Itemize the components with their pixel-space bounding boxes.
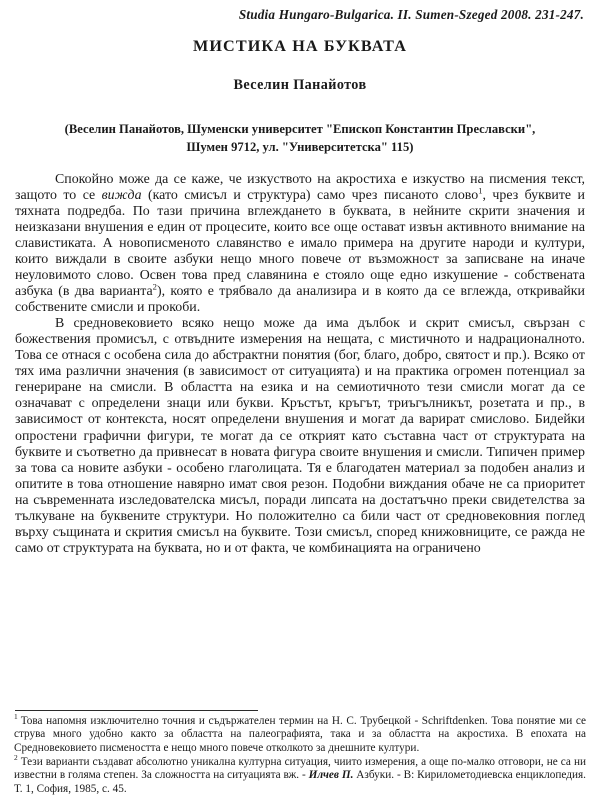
footnote: $^2$ Тези варианти създават абсолютно уникална културна ситуация, чиито измерения, а още по-малко отговори, не са ни известни в голяма степен. За сложността на ситуацията вж. - Илчев П. Азбуки. - В: Кирилометодиевска енциклопедия. Т. 1, София, 1985, с. 45. [14,753,586,795]
footnote-marker[interactable]: 1 [478,185,483,196]
footnote-area [14,710,586,796]
footnote-number: 2 [14,753,18,763]
page-title: МИСТИКА НА БУКВАТА [192,37,408,55]
body-text [14,172,586,557]
footnote-marker[interactable]: 2 [152,281,157,292]
cited-author: Илчев П. [308,769,354,782]
footnote-number: 1 [14,712,18,721]
paragraph: В средновековието всяко нещо може да има дълбок и скрит смисъл, свързан с божествения промисъл, с отвъдните измерения на нещата, с мистичното и надрационалното. Това се отнася с особена сила до абстрактни понятия (бог, благо, добро, святост и пр.). Всяко от тях има различни значения (в зависимост от ситуацията) и на практика огромен потенциал за генериране на смисли. В областта на езика и на семиотичното тези смисли могат да се означават с определени знаци или букви. Кръстът, кръгът, триъгълникът, розетата и пр., в зависимост от контекста, носят определени внушения и могат да варират смислово. Бидейки опростени графични фигури, те могат да се открият като съставна част от структурата на буквите и съответно да привнесат в новата фигура своите внушения и смисли. Типичен пример за това са новите азбуки - особено глаголицата. Тя е благодатен материал за подобен анализ и опитите в това отношение навярно имат своя резон. Подобни виждания обаче не са приоритет на съвременната изследователска мисъл, поради липсата на достатъчно преки свидетелства за тълкуване на буквените структури. Но положително са били част от средновековния поглед върху същината и скрития смисъл на буквите. Този смисъл, според книжовниците, се ражда не само от структурата на буквата, но и от факта, че комбинацията на ограничено [15,316,585,556]
emphasis-text: вижда [101,187,142,203]
paragraph: Спокойно може да се каже, че изкуството на акростиха е изкуство на писмения текст, защото то се вижда (като смисъл и структура) само чрез писаното слово$^1$, чрез буквите и тяхната подредба. По тази причина вглеждането в буквата, в нейните скрити значения и неизказани внушения е един от процесите, които все още остават извън активното внимание на славистиката. А новописменото славянство е имало примера на другите народи и култури, които виждали в своите азбуки нещо много повече от възможност за записване на иначе неуловимото слово. Освен това пред славянина е стояло още едно изкушение - собствената азбука (в два варианта$^2$), която е трябвало да анализира и в която да се вглежда, откривайки собствените смисли и прокоби. [15,171,585,316]
affiliation-line-2: Шумен 9712, ул. "Университетска" 115) [186,139,414,154]
running-head: Studia Hungaro-Bulgarica. II. Sumen-Szeged 2008. 231-247. [238,7,584,22]
affiliation-line-1: (Веселин Панайотов, Шуменски университет "Епископ Константин Преславски", [64,122,536,136]
author-affiliation [32,121,568,157]
footnote: $^1$ Това напомня изключително точния и съдържателен термин на Н. С. Трубецкой - Schriftdenken. Това понятие ми се струва много удобно както за областта на палеографията, така и за областта на акростиха. В епохата на Средновековието писмеността е нещо много повече отколкото за днешните култури. [14,712,586,754]
footnote-separator-rule [15,710,258,711]
author-name: Веселин Панайотов [233,77,367,93]
